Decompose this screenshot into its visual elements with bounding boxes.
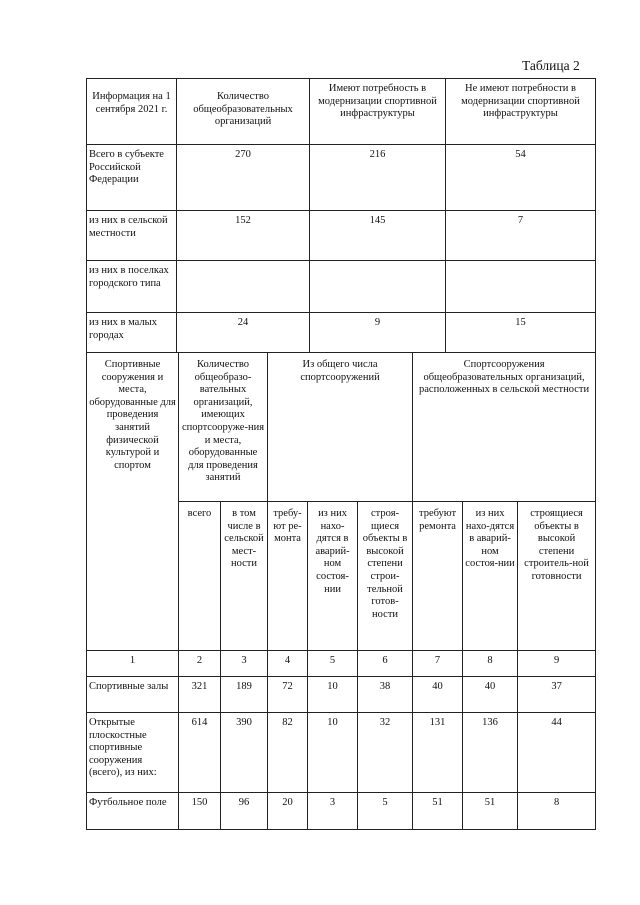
- table-row: [87, 261, 596, 313]
- cell-need: 9: [310, 313, 446, 353]
- cell-count: 152: [177, 211, 310, 261]
- cell-value: 96: [221, 793, 268, 830]
- col-number: 1: [87, 651, 179, 677]
- cell-value: 10: [308, 713, 358, 793]
- cell-value: 614: [179, 713, 221, 793]
- table-row: [87, 677, 596, 713]
- cell-value: 40: [413, 677, 463, 713]
- cell-value: 32: [358, 713, 413, 793]
- cell-value: 82: [268, 713, 308, 793]
- table-row: [87, 211, 596, 261]
- col-number: 8: [463, 651, 518, 677]
- table-row: [87, 313, 596, 353]
- cell-value: 131: [413, 713, 463, 793]
- cell-value: 3: [308, 793, 358, 830]
- cell-value: 5: [358, 793, 413, 830]
- header-need: Имеют потребность в модернизации спортивной инфраструктуры: [310, 79, 446, 145]
- cell-noneed: 54: [446, 145, 596, 211]
- column-number-row: [87, 651, 596, 677]
- cell-value: 150: [179, 793, 221, 830]
- col-number: 3: [221, 651, 268, 677]
- subheader-rural-under-construction: строящиеся объекты в высокой степени строитель-ной готовности: [518, 502, 596, 651]
- cell-noneed: 15: [446, 313, 596, 353]
- col-number: 6: [358, 651, 413, 677]
- cell-count: 24: [177, 313, 310, 353]
- col-number: 2: [179, 651, 221, 677]
- row-label: Открытые плоскостные спортивные сооружения (всего), из них:: [87, 713, 179, 793]
- subheader-emergency: из них нахо-дятся в аварий-ном состоя-нии: [308, 502, 358, 651]
- cell-value: 72: [268, 677, 308, 713]
- cell-value: 10: [308, 677, 358, 713]
- cell-value: 8: [518, 793, 596, 830]
- col-number: 9: [518, 651, 596, 677]
- subheader-rural-emergency: из них нахо-дятся в аварий-ном состоя-нии: [463, 502, 518, 651]
- subheader-total: всего: [179, 502, 221, 651]
- cell-value: 136: [463, 713, 518, 793]
- col-number: 7: [413, 651, 463, 677]
- row-label: из них в поселках городского типа: [87, 261, 177, 313]
- cell-value: 20: [268, 793, 308, 830]
- cell-value: 51: [413, 793, 463, 830]
- cell-value: 189: [221, 677, 268, 713]
- cell-value: 40: [463, 677, 518, 713]
- cell-noneed: [446, 261, 596, 313]
- header-count: Количество общеобразовательных организаций: [177, 79, 310, 145]
- cell-value: 51: [463, 793, 518, 830]
- cell-need: 145: [310, 211, 446, 261]
- schools-summary-table: [86, 78, 596, 353]
- cell-value: 390: [221, 713, 268, 793]
- header-rural: Спортсооружения общеобразовательных организаций, расположенных в сельской местности: [413, 353, 596, 502]
- cell-value: 321: [179, 677, 221, 713]
- cell-value: 38: [358, 677, 413, 713]
- cell-count: [177, 261, 310, 313]
- table-row: [87, 713, 596, 793]
- subheader-under-construction: строя-щиеся объекты в высокой степени строи-тельной готов-ности: [358, 502, 413, 651]
- subheader-rural-need-repair: требуют ремонта: [413, 502, 463, 651]
- row-label: из них в малых городах: [87, 313, 177, 353]
- sports-facilities-table: [86, 352, 596, 830]
- row-label: из них в сельской местности: [87, 211, 177, 261]
- cell-noneed: 7: [446, 211, 596, 261]
- col-number: 4: [268, 651, 308, 677]
- header-info: Информация на 1 сентября 2021 г.: [87, 79, 177, 145]
- subheader-need-repair: требу-ют ре-монта: [268, 502, 308, 651]
- cell-need: 216: [310, 145, 446, 211]
- cell-need: [310, 261, 446, 313]
- table-row: [87, 793, 596, 830]
- cell-value: 37: [518, 677, 596, 713]
- header-facility: Спортивные сооружения и места, оборудованные для проведения занятий физической культурой и спортом: [87, 353, 179, 651]
- col-number: 5: [308, 651, 358, 677]
- table-caption: Таблица 2: [522, 58, 580, 73]
- row-label: Всего в субъекте Российской Федерации: [87, 145, 177, 211]
- row-label: Футбольное поле: [87, 793, 179, 830]
- header-noneed: Не имеют потребности в модернизации спортивной инфраструктуры: [446, 79, 596, 145]
- row-label: Спортивные залы: [87, 677, 179, 713]
- header-of-total: Из общего числа спортсооружений: [268, 353, 413, 502]
- subheader-incl-rural: в том числе в сельской мест-ности: [221, 502, 268, 651]
- cell-count: 270: [177, 145, 310, 211]
- table-row: [87, 145, 596, 211]
- cell-value: 44: [518, 713, 596, 793]
- header-count: Количество общеобразо-вательных организаций, имеющих спортсооруже-ния и места, оборудованные для проведения занятий: [179, 353, 268, 502]
